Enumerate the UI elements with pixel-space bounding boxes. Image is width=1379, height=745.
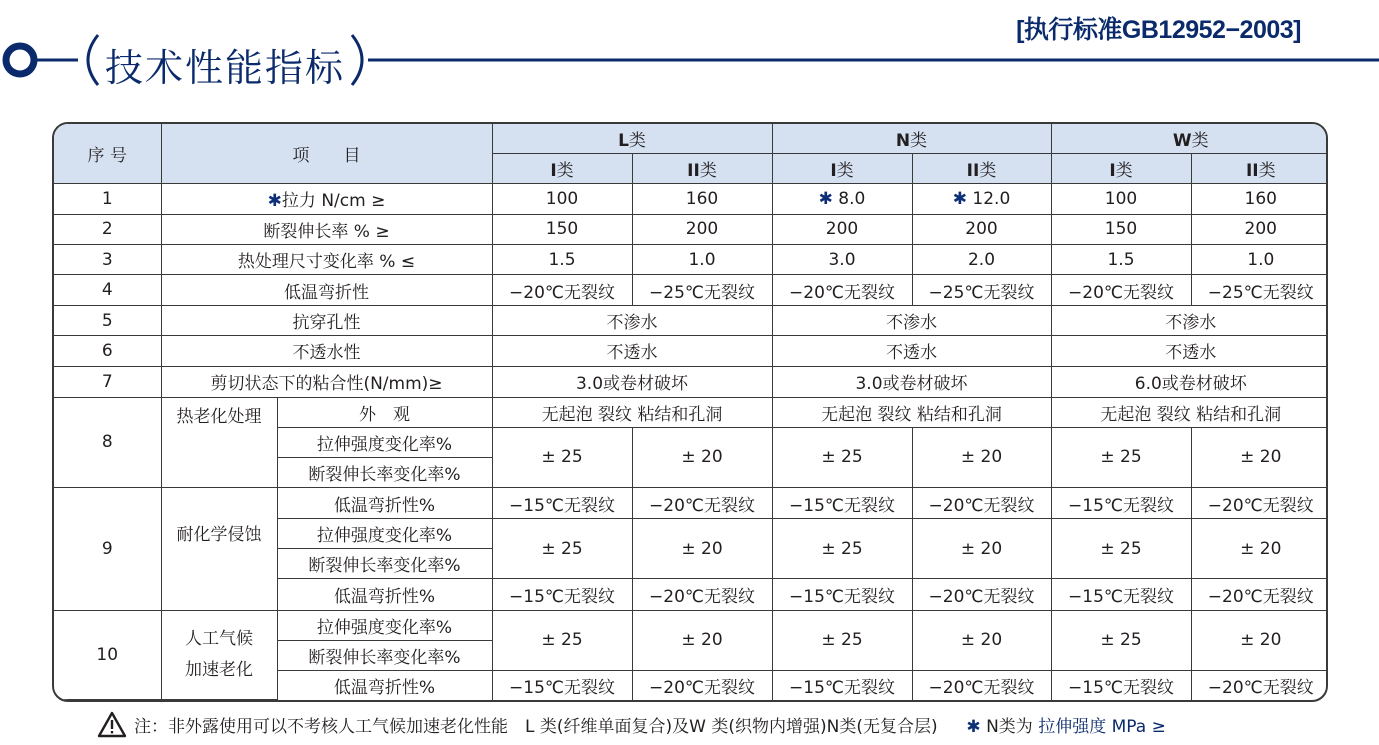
value-cell: ± 25 bbox=[1051, 427, 1191, 487]
sub-item-cell: 低温弯折性% bbox=[277, 579, 492, 610]
table-row bbox=[54, 214, 1328, 244]
value-cell: ✱ 8.0 bbox=[772, 183, 912, 214]
value-cell: −15℃无裂纹 bbox=[1051, 579, 1191, 610]
value-cell: 200 bbox=[912, 214, 1051, 244]
value-cell: ± 25 bbox=[1051, 610, 1191, 670]
value-cell: 不透水 bbox=[1051, 336, 1328, 366]
item-cell: ✱拉力 N/cm ≥ bbox=[161, 183, 492, 214]
value-cell: −15℃无裂纹 bbox=[1051, 488, 1191, 519]
value-cell: ± 20 bbox=[632, 427, 772, 487]
header-seq: 序 号 bbox=[54, 124, 161, 183]
value-cell: 不透水 bbox=[492, 336, 772, 366]
value-cell: ± 25 bbox=[772, 519, 912, 579]
value-cell: −20℃无裂纹 bbox=[912, 488, 1051, 519]
sub-item-cell: 低温弯折性% bbox=[277, 670, 492, 699]
value-cell: −20℃无裂纹 bbox=[632, 488, 772, 519]
sub-item-cell: 低温弯折性% bbox=[277, 488, 492, 519]
sub-item-cell: 拉伸强度变化率% bbox=[277, 427, 492, 457]
sub-item-cell: 拉伸强度变化率% bbox=[277, 519, 492, 549]
header-sub: I类 bbox=[1051, 153, 1191, 183]
sub-item-cell: 断裂伸长率变化率% bbox=[277, 457, 492, 487]
footnote: 注：非外露使用可以不考核人工气候加速老化性能 L 类(纤维单面复合)及W 类(织物内增强)N类(无复合层) ✱ N类为 拉伸强度 MPa ≥ bbox=[134, 717, 1166, 737]
value-cell: ± 25 bbox=[492, 519, 632, 579]
standard-code: [执行标准GB12952−2003] bbox=[1016, 16, 1301, 44]
header-sub: II类 bbox=[1191, 153, 1328, 183]
value-cell: −20℃无裂纹 bbox=[912, 579, 1051, 610]
header-sub: I类 bbox=[492, 153, 632, 183]
table-row bbox=[54, 306, 1328, 336]
value-cell: ± 20 bbox=[912, 519, 1051, 579]
value-cell: ± 20 bbox=[632, 610, 772, 670]
value-cell: 100 bbox=[1051, 183, 1191, 214]
value-cell: 无起泡 裂纹 粘结和孔洞 bbox=[1051, 397, 1328, 427]
value-cell: 无起泡 裂纹 粘结和孔洞 bbox=[492, 397, 772, 427]
table-row bbox=[54, 397, 1328, 427]
table-row bbox=[54, 336, 1328, 366]
value-cell: 1.5 bbox=[492, 245, 632, 275]
value-cell: −25℃无裂纹 bbox=[912, 275, 1051, 306]
value-cell: 无起泡 裂纹 粘结和孔洞 bbox=[772, 397, 1051, 427]
value-cell: −15℃无裂纹 bbox=[492, 488, 632, 519]
value-cell: −20℃无裂纹 bbox=[912, 670, 1051, 699]
value-cell: 200 bbox=[1191, 214, 1328, 244]
value-cell: ± 25 bbox=[772, 610, 912, 670]
value-cell: −20℃无裂纹 bbox=[632, 670, 772, 699]
header-sub: II类 bbox=[912, 153, 1051, 183]
value-cell: 3.0或卷材破坏 bbox=[772, 366, 1051, 397]
seq-cell: 3 bbox=[54, 245, 161, 275]
seq-cell: 1 bbox=[54, 183, 161, 214]
item-cell: 不透水性 bbox=[161, 336, 492, 366]
sub-item-cell: 拉伸强度变化率% bbox=[277, 610, 492, 640]
seq-cell: 9 bbox=[54, 488, 161, 611]
value-cell: ± 20 bbox=[632, 519, 772, 579]
value-cell: ± 25 bbox=[772, 427, 912, 487]
value-cell: 150 bbox=[492, 214, 632, 244]
warning-icon bbox=[97, 711, 127, 738]
page-title: 技术性能指标 bbox=[105, 46, 346, 90]
seq-cell: 2 bbox=[54, 214, 161, 244]
value-cell: ± 20 bbox=[912, 610, 1051, 670]
seq-cell: 6 bbox=[54, 336, 161, 366]
table-row bbox=[54, 488, 1328, 519]
value-cell: −20℃无裂纹 bbox=[772, 275, 912, 306]
header-group-w: W类 bbox=[1051, 124, 1328, 153]
sub-item-cell: 断裂伸长率变化率% bbox=[277, 549, 492, 579]
seq-cell: 4 bbox=[54, 275, 161, 306]
sub-item-cell: 外 观 bbox=[277, 397, 492, 427]
item-cell: 低温弯折性 bbox=[161, 275, 492, 306]
value-cell: 100 bbox=[492, 183, 632, 214]
group-cell: 热老化处理 bbox=[161, 397, 277, 487]
value-cell: 3.0或卷材破坏 bbox=[492, 366, 772, 397]
item-cell: 断裂伸长率 % ≥ bbox=[161, 214, 492, 244]
seq-cell: 5 bbox=[54, 306, 161, 336]
value-cell: 3.0 bbox=[772, 245, 912, 275]
seq-cell: 7 bbox=[54, 366, 161, 397]
value-cell: ± 20 bbox=[1191, 427, 1328, 487]
value-cell: −20℃无裂纹 bbox=[1191, 670, 1328, 699]
performance-table bbox=[52, 122, 1328, 702]
value-cell: −15℃无裂纹 bbox=[492, 579, 632, 610]
value-cell: 200 bbox=[632, 214, 772, 244]
value-cell: 2.0 bbox=[912, 245, 1051, 275]
header-group-l: L类 bbox=[492, 124, 772, 153]
value-cell: ✱ 12.0 bbox=[912, 183, 1051, 214]
table-row bbox=[54, 245, 1328, 275]
item-cell: 剪切状态下的粘合性(N/mm)≥ bbox=[161, 366, 492, 397]
value-cell: 200 bbox=[772, 214, 912, 244]
value-cell: ± 25 bbox=[492, 610, 632, 670]
value-cell: 1.5 bbox=[1051, 245, 1191, 275]
header-sub: II类 bbox=[632, 153, 772, 183]
seq-cell: 8 bbox=[54, 397, 161, 487]
value-cell: −20℃无裂纹 bbox=[1191, 488, 1328, 519]
table-row bbox=[54, 183, 1328, 214]
value-cell: −20℃无裂纹 bbox=[1051, 275, 1191, 306]
table-row bbox=[54, 610, 1328, 640]
value-cell: −20℃无裂纹 bbox=[1191, 579, 1328, 610]
header-sub: I类 bbox=[772, 153, 912, 183]
value-cell: ± 20 bbox=[1191, 610, 1328, 670]
value-cell: −25℃无裂纹 bbox=[632, 275, 772, 306]
value-cell: −15℃无裂纹 bbox=[1051, 670, 1191, 699]
value-cell: ± 20 bbox=[912, 427, 1051, 487]
value-cell: ± 20 bbox=[1191, 519, 1328, 579]
value-cell: −15℃无裂纹 bbox=[492, 670, 632, 699]
value-cell: −20℃无裂纹 bbox=[492, 275, 632, 306]
value-cell: −25℃无裂纹 bbox=[1191, 275, 1328, 306]
value-cell: ± 25 bbox=[492, 427, 632, 487]
value-cell: −15℃无裂纹 bbox=[772, 579, 912, 610]
value-cell: −15℃无裂纹 bbox=[772, 670, 912, 699]
group-cell: 人工气候 加速老化 bbox=[161, 610, 277, 700]
seq-cell: 10 bbox=[54, 610, 161, 700]
value-cell: 不渗水 bbox=[492, 306, 772, 336]
table-row bbox=[54, 366, 1328, 397]
value-cell: −20℃无裂纹 bbox=[632, 579, 772, 610]
value-cell: 1.0 bbox=[1191, 245, 1328, 275]
value-cell: ± 25 bbox=[1051, 519, 1191, 579]
value-cell: −15℃无裂纹 bbox=[772, 488, 912, 519]
value-cell: 1.0 bbox=[632, 245, 772, 275]
header-item: 项 目 bbox=[161, 124, 492, 183]
item-cell: 抗穿孔性 bbox=[161, 306, 492, 336]
header-group-n: N类 bbox=[772, 124, 1051, 153]
table-row bbox=[54, 275, 1328, 306]
value-cell: 不透水 bbox=[772, 336, 1051, 366]
group-cell: 耐化学侵蚀 bbox=[161, 488, 277, 611]
value-cell: 150 bbox=[1051, 214, 1191, 244]
circle-bullet-icon bbox=[6, 46, 34, 74]
value-cell: 不渗水 bbox=[1051, 306, 1328, 336]
sub-item-cell: 断裂伸长率变化率% bbox=[277, 640, 492, 670]
value-cell: 不渗水 bbox=[772, 306, 1051, 336]
value-cell: 160 bbox=[1191, 183, 1328, 214]
item-cell: 热处理尺寸变化率 % ≤ bbox=[161, 245, 492, 275]
value-cell: 6.0或卷材破坏 bbox=[1051, 366, 1328, 397]
value-cell: 160 bbox=[632, 183, 772, 214]
